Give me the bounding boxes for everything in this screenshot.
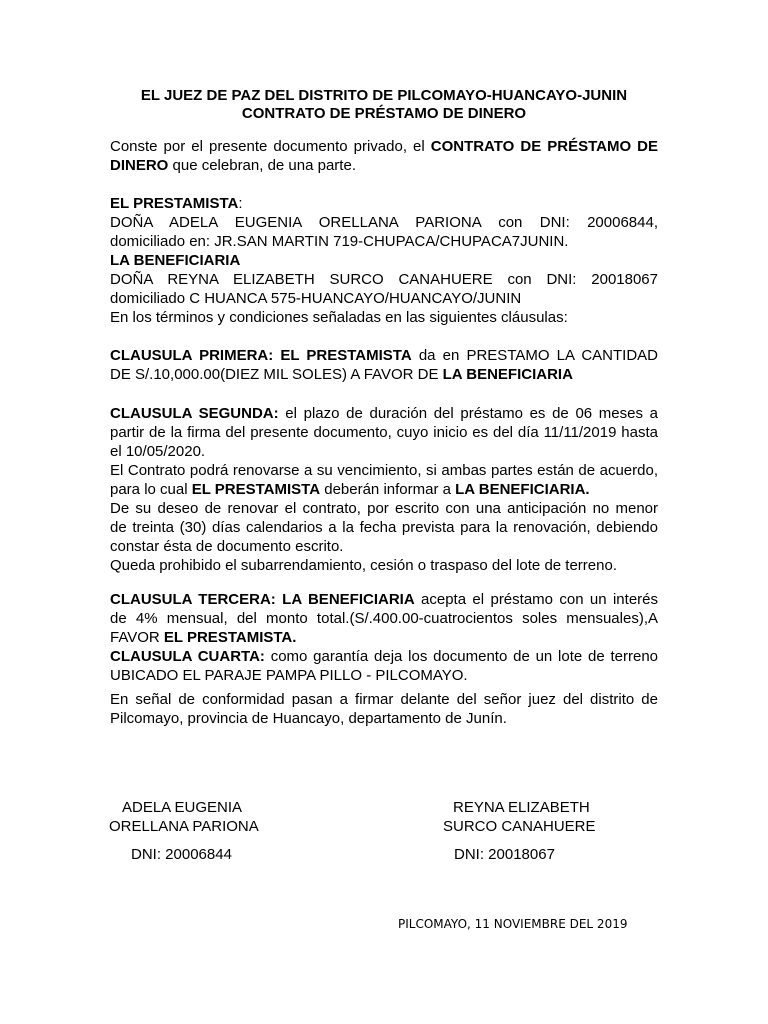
clausula-text: como garantía deja los documento de un lote de terreno <box>264 648 658 665</box>
contract-name: CONTRATO DE PRÉSTAMO DE <box>430 138 658 155</box>
prestamista-heading-line <box>110 194 658 213</box>
clausula-line: el 10/05/2020. <box>110 443 206 460</box>
prestamista-ref: EL PRESTAMISTA <box>191 481 321 498</box>
signature-right-name1: REYNA ELIZABETH <box>453 799 590 816</box>
clausula-line <box>110 480 658 499</box>
clausula-tercera <box>110 590 658 685</box>
beneficiaria-section <box>110 251 658 327</box>
clausula-segunda <box>110 404 658 575</box>
signature-left-name2: ORELLANA PARIONA <box>109 818 259 835</box>
intro-paragraph <box>110 137 658 175</box>
clausula-line <box>110 365 658 384</box>
signature-left-dni: DNI: 20006844 <box>131 846 232 863</box>
prestamista-identity: DOÑA ADELA EUGENIA ORELLANA PARIONA con DNI: 20006844, <box>110 214 658 231</box>
clausula-line <box>110 628 658 647</box>
clausula-heading: CLAUSULA PRIMERA: EL PRESTAMISTA <box>110 347 412 364</box>
closing-line: En señal de conformidad pasan a firmar delante del señor juez del distrito de <box>110 691 658 708</box>
clausula-line: constar ésta de documento escrito. <box>110 538 344 555</box>
clausula-line: UBICADO EL PARAJE PAMPA PILLO - PILCOMAYO. <box>110 667 468 684</box>
clausula-line <box>110 647 658 666</box>
intro-line <box>110 156 658 175</box>
signature-right-dni: DNI: 20018067 <box>454 846 555 863</box>
beneficiaria-ref: LA BENEFICIARIA <box>442 366 573 383</box>
clausula-text: el plazo de duración del préstamo es de 06 meses a <box>278 405 658 422</box>
signature-right-name2: SURCO CANAHUERE <box>443 818 596 835</box>
place-date: PILCOMAYO, 11 NOVIEMBRE DEL 2019 <box>398 917 628 931</box>
clausula-line <box>110 346 658 365</box>
beneficiaria-identity: DOÑA REYNA ELIZABETH SURCO CANAHUERE con DNI: 20018067 <box>110 271 658 288</box>
clausula-heading: CLAUSULA SEGUNDA: <box>110 405 279 422</box>
clausula-line: De su deseo de renovar el contrato, por escrito con una anticipación no menor <box>110 500 658 517</box>
clausula-line: partir de la firma del presente documento, cuyo inicio es del día 11/11/2019 hasta <box>110 424 658 441</box>
clausula-heading: CLAUSULA TERCERA: LA BENEFICIARIA <box>110 591 415 608</box>
document-title-line2: CONTRATO DE PRÉSTAMO DE DINERO <box>241 105 527 122</box>
closing-line: Pilcomayo, provincia de Huancayo, departamento de Junín. <box>110 710 507 727</box>
closing-paragraph <box>110 690 658 728</box>
intro-text: Conste por el presente documento privado, el <box>110 138 431 155</box>
heading-colon: : <box>238 195 243 212</box>
clausula-primera <box>110 346 658 384</box>
clausula-line: de treinta (30) días calendarios a la fecha prevista para la renovación, debiendo <box>110 519 658 536</box>
clausula-line: El Contrato podrá renovarse a su vencimiento, si ambas partes están de acuerdo, <box>110 462 658 479</box>
clausula-text: FAVOR <box>110 629 164 646</box>
clausula-text: acepta el préstamo con un interés <box>414 591 658 608</box>
prestamista-section <box>110 194 658 251</box>
clausula-line <box>110 590 658 609</box>
clausula-text: da en PRESTAMO LA CANTIDAD <box>411 347 658 364</box>
beneficiaria-address: domiciliado C HUANCA 575-HUANCAYO/HUANCAYO/JUNIN <box>110 290 522 307</box>
prestamista-heading: EL PRESTAMISTA <box>110 195 239 212</box>
intro-line <box>110 137 658 156</box>
prestamista-address: domiciliado en: JR.SAN MARTIN 719-CHUPACA/CHUPACA7JUNIN. <box>110 233 569 250</box>
intro-text: que celebran, de una parte. <box>168 157 356 174</box>
clausula-heading: CLAUSULA CUARTA: <box>110 648 265 665</box>
clausula-text: para lo cual <box>110 481 192 498</box>
prestamista-ref: EL PRESTAMISTA. <box>163 629 297 646</box>
document-title-line1: EL JUEZ DE PAZ DEL DISTRITO DE PILCOMAYO-HUANCAYO-JUNIN <box>140 87 628 104</box>
beneficiaria-ref: LA BENEFICIARIA. <box>455 481 590 498</box>
clausula-line: de 4% mensual, del monto total.(S/.400.00-cuatrocientos soles mensuales),A <box>110 610 658 627</box>
terms-intro: En los términos y condiciones señaladas en las siguientes cláusulas: <box>110 309 568 326</box>
clausula-text: DE S/.10,000.00(DIEZ MIL SOLES) A FAVOR DE <box>110 366 443 383</box>
beneficiaria-heading: LA BENEFICIARIA <box>110 252 241 269</box>
clausula-text: deberán informar a <box>320 481 456 498</box>
clausula-line <box>110 404 658 423</box>
clausula-line: Queda prohibido el subarrendamiento, cesión o traspaso del lote de terreno. <box>110 557 617 574</box>
signature-left-name1: ADELA EUGENIA <box>122 799 243 816</box>
contract-name-cont: DINERO <box>110 157 169 174</box>
